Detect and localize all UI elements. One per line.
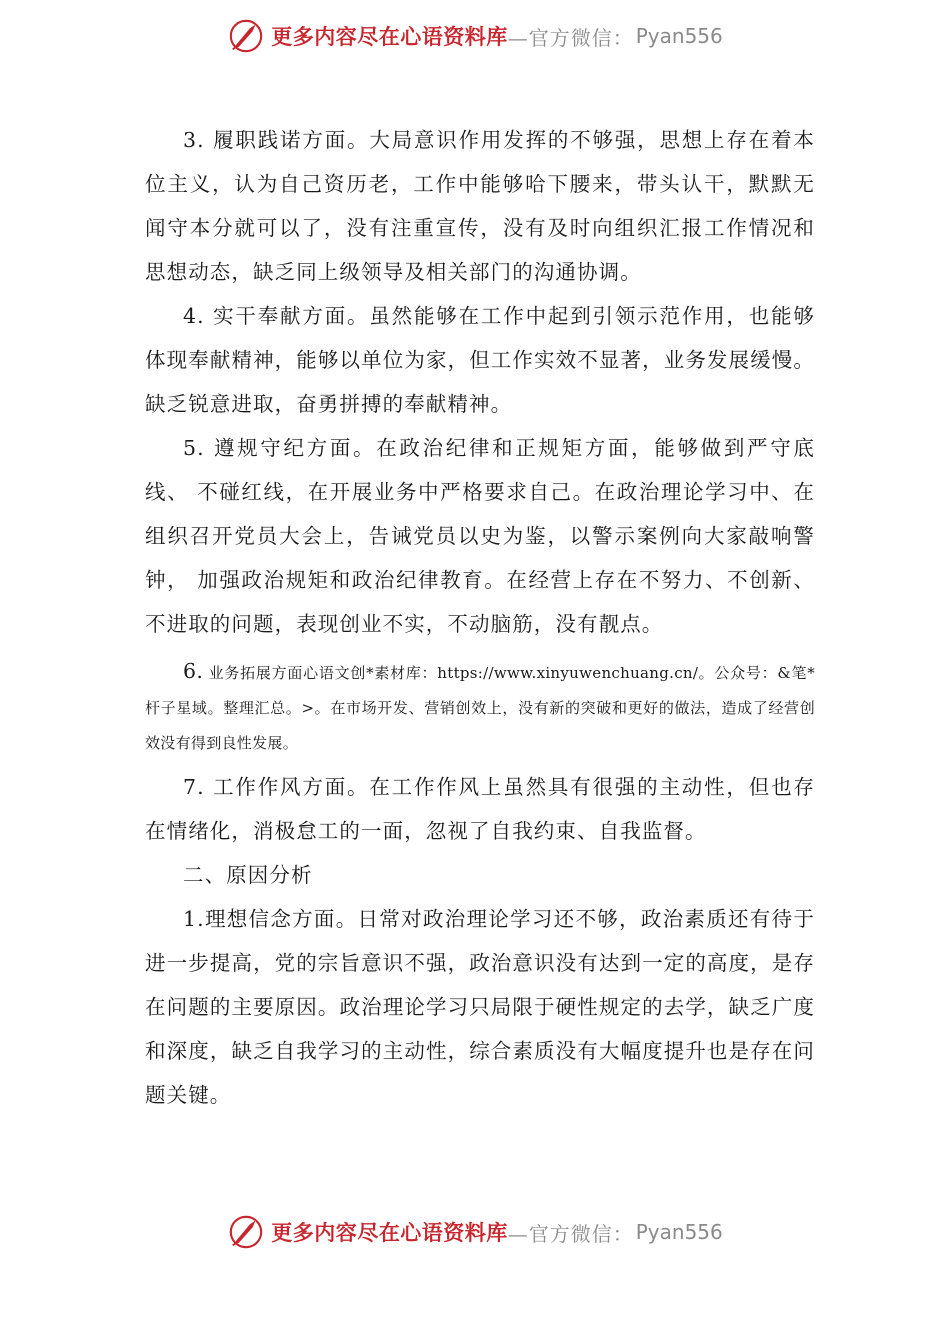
paragraph-3: 3. 履职践诺方面。大局意识作用发挥的不够强，思想上存在着本位主义，认为自己资历老，工作中能够哈下腰来，带头认干，默默无 闻守本分就可以了，没有注重宣传，没有及时向组织汇报工作情况和 思想动态，缺乏同上级领导及相关部门的沟通协调。 bbox=[145, 128, 815, 284]
banner-dash-text: —官方微信： bbox=[507, 1221, 634, 1246]
banner-wechat-id: Pyan556 bbox=[635, 24, 723, 48]
paragraph-7: 7. 工作作风方面。在工作作风上虽然具有很强的主动性，但也存在情绪化，消极怠工的一面，忽视了自我约束、自我监督。 bbox=[145, 775, 815, 843]
paragraph-4: 4. 实干奉献方面。虽然能够在工作中起到引领示范作用，也能够体现奉献精神，能够以单位为家，但工作实效不显著，业务发展缓慢。 缺乏锐意进取，奋勇拼搏的奉献精神。 bbox=[145, 304, 815, 416]
paragraph-6 bbox=[145, 654, 815, 761]
pen-logo-icon bbox=[227, 1213, 265, 1251]
footer-banner bbox=[0, 1210, 950, 1254]
document-body bbox=[145, 118, 815, 1117]
paragraph-6-number: 6. bbox=[183, 659, 204, 683]
banner-red-text: 更多内容尽在心语资料库 bbox=[271, 1220, 508, 1245]
banner-dash-text: —官方微信： bbox=[507, 25, 634, 50]
reason-paragraph-1: 1.理想信念方面。日常对政治理论学习还不够，政治素质还有待于进一步提高，党的宗旨意识不强，政治意识没有达到一定的高度，是存在问题的主要原因。政治理论学习只局限于硬性规定的去学，缺乏广度和深度，缺乏自我学习的主动性，综合素质没有大幅度提升也是存在问题关键。 bbox=[145, 907, 815, 1107]
banner-red-text: 更多内容尽在心语资料库 bbox=[271, 24, 508, 49]
header-banner bbox=[0, 14, 950, 58]
section-heading-cause-analysis: 二、原因分析 bbox=[183, 863, 313, 887]
paragraph-5: 5. 遵规守纪方面。在政治纪律和正规矩方面，能够做到严守底线、 不碰红线，在开展业务中严格要求自己。在政治理论学习中、在组织召开党员大会上，告诫党员以史为鉴，以警示案例向大家敲响警钟， 加强政治规矩和政治纪律教育。在经营上存在不努力、不创新、不进取的问题，表现创业不实，不动脑筋，没有靓点。 bbox=[145, 436, 815, 636]
paragraph-6-text: 业务拓展方面心语文创*素材库：https://www.xinyuwenchuang.cn/。公众号：&笔*杆子星域。整理汇总。>。在市场开发、营销创效上，没有新的突破和更好的做法，造成了经营创效没有得到良性发展。 bbox=[145, 664, 815, 752]
pen-logo-icon bbox=[227, 17, 265, 55]
banner-wechat-id: Pyan556 bbox=[635, 1220, 723, 1244]
